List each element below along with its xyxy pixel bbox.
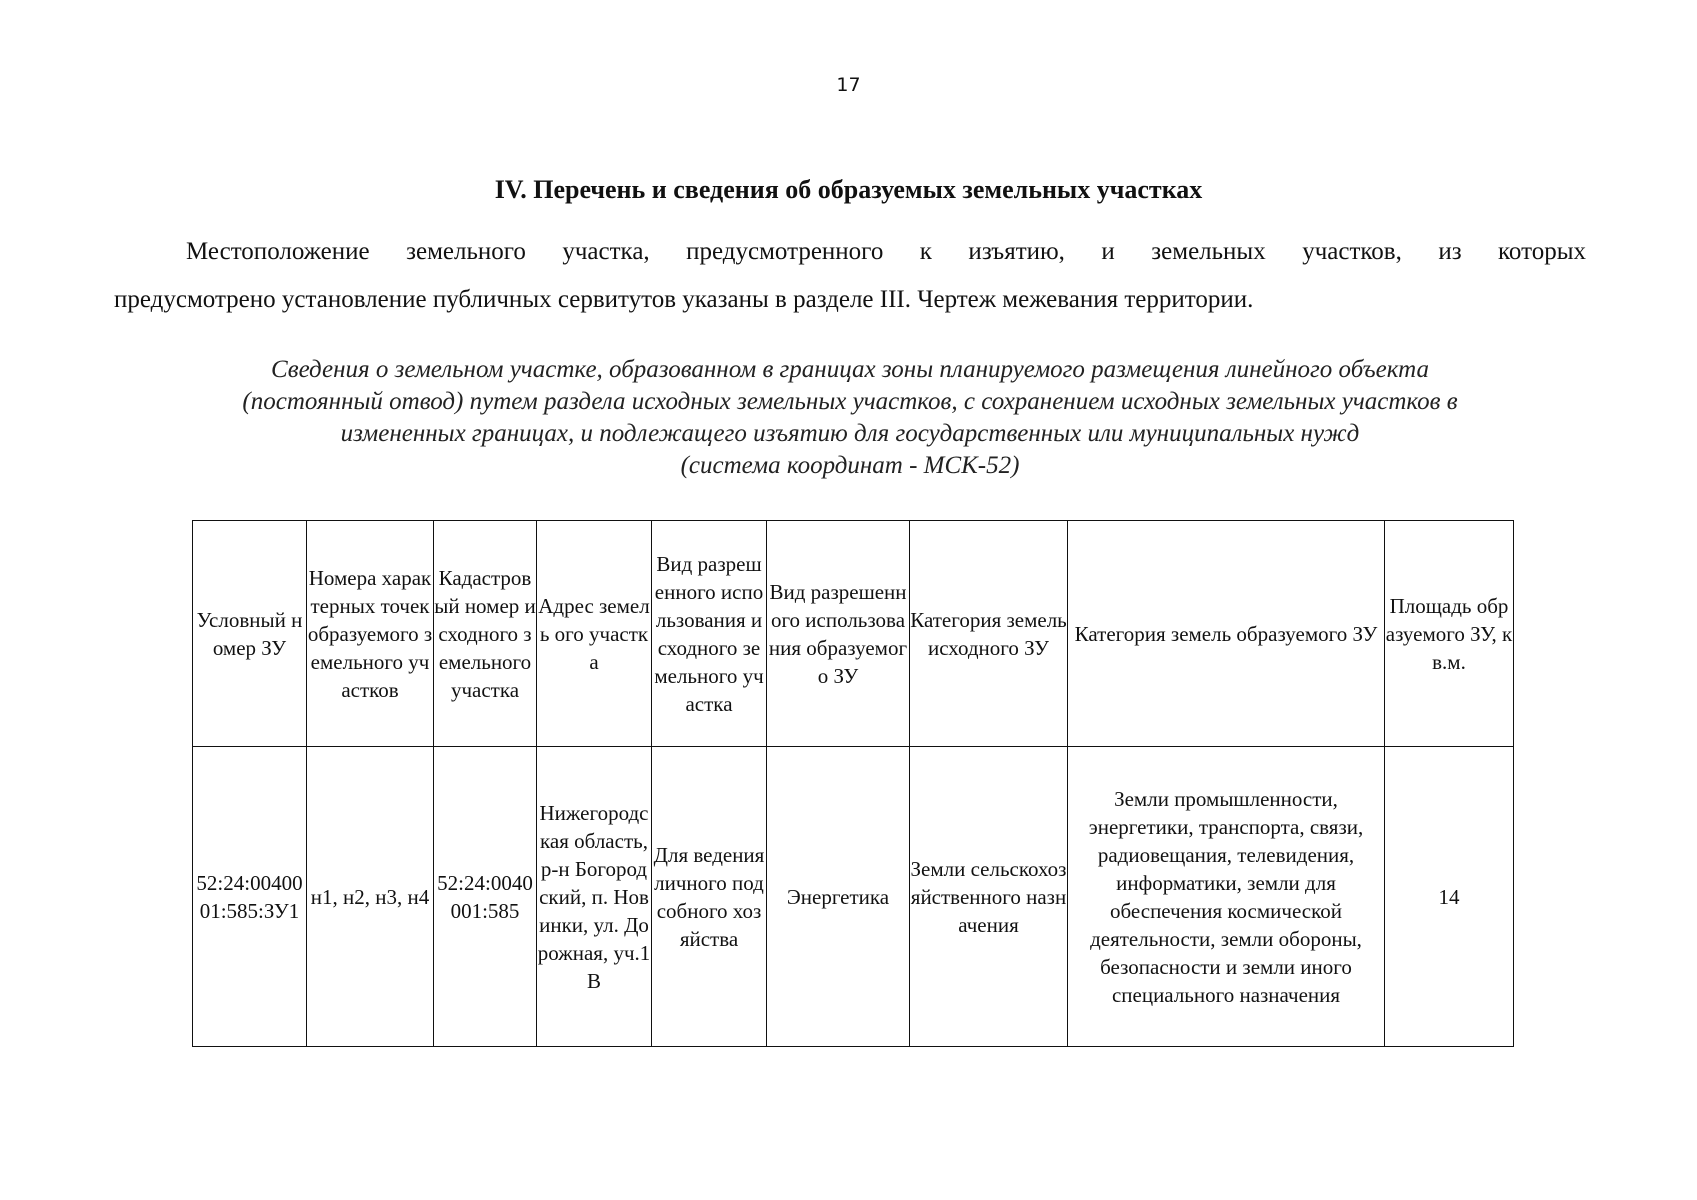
parcels-table [192,520,1514,1047]
section-heading: IV. Перечень и сведения об образуемых земельных участках [494,175,1203,204]
header-conditional-number: Условный номер ЗУ [193,521,307,747]
table-caption [100,354,1600,482]
header-point-numbers: Номера характерных точек образуемого земельного участков [307,521,434,747]
header-cadastral-number: Кадастровый номер исходного земельного участка [434,521,537,747]
caption-line-1: Сведения о земельном участке, образованном в границах зоны планируемого размещения линейного объекта [271,356,1429,383]
header-source-land-category: Категория земель исходного ЗУ [910,521,1068,747]
cell-conditional-number: 52:24:0040001:585:ЗУ1 [193,747,307,1047]
cell-source-land-category: Земли сельскохозяйственного назначения [910,747,1068,1047]
cell-area: 14 [1385,747,1514,1047]
header-new-land-category: Категория земель образуемого ЗУ [1068,521,1385,747]
intro-line-2: предусмотрено установление публичных сервитутов указаны в разделе III. Чертеж межевания территории. [114,286,1254,313]
caption-line-3: измененных границах, и подлежащего изъятию для государственных или муниципальных нужд [340,420,1360,447]
cell-new-permitted-use: Энергетика [767,747,910,1047]
header-area: Площадь образуемого ЗУ, кв.м. [1385,521,1514,747]
intro-line-1: Местоположение земельного участка, предусмотренного к изъятию, и земельных участков, из которых [186,238,1586,265]
cell-source-permitted-use: Для ведения личного подсобного хозяйства [652,747,767,1047]
cell-cadastral-number: 52:24:0040001:585 [434,747,537,1047]
cell-point-numbers: н1, н2, н3, н4 [307,747,434,1047]
caption-line-2: (постоянный отвод) путем раздела исходных земельных участков, с сохранением исходных земельных участков в [242,388,1458,415]
caption-line-4: (система координат - МСК-52) [680,452,1020,479]
table-row [193,747,1514,1047]
cell-address: Нижегородская область, р-н Богородский, п. Новинки, ул. Дорожная, уч.1В [537,747,652,1047]
cell-new-land-category: Земли промышленности, энергетики, транспорта, связи, радиовещания, телевидения, информатики, земли для обеспечения космической деятельности, земли обороны, безопасности и земли иного специального назначения [1068,747,1385,1047]
page-number: 17 [836,74,861,96]
header-source-permitted-use: Вид разрешенного использования исходного земельного участка [652,521,767,747]
intro-paragraph [114,228,1586,324]
header-new-permitted-use: Вид разрешенного использования образуемого ЗУ [767,521,910,747]
header-address: Адрес земель ого участка [537,521,652,747]
table-header-row [193,521,1514,747]
